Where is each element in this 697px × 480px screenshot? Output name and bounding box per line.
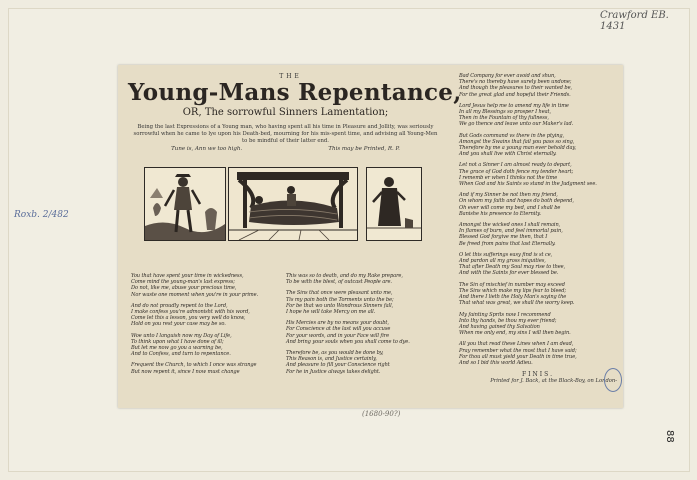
verse-line: The Sins that once were pleasant unto me,	[286, 290, 393, 297]
verse-line: I make confess you're admonisht with his word,	[131, 309, 250, 316]
ballad-description: Being the last Expressions of a Young man, who having spent all his time in Pleasure and Jollity, was seriously sorrowful when he came to lye upon his Death-bed, mourning for his mis-spent time, and advising all Young-Men to be mindful of their latter end.	[133, 124, 438, 144]
verse-line: Therefore be, as you would be done by,	[286, 350, 384, 357]
woodcut-deathbed	[228, 167, 358, 241]
stanza	[286, 290, 436, 315]
printer-imprint: Printed for J. Back, at the Black-Boy, on London-	[490, 378, 617, 385]
stanza	[459, 312, 617, 337]
verse-line: Tis my pain both the Torments unto the be;	[286, 296, 394, 303]
verse-line: On whom my faith and hopes do both depend,	[459, 198, 574, 205]
verse-line: Blessed God forgive me then, that I	[459, 234, 548, 241]
verse-line: Woe unto I languish now my Day of Life,	[131, 332, 232, 339]
finis-label: FINIS.	[522, 371, 554, 379]
stanza	[459, 192, 617, 217]
verse-line: When God and his Saints so stand in the Judgment see.	[459, 181, 597, 188]
verse-line: For he in Justice always takes delight.	[286, 368, 381, 375]
stanza	[459, 341, 617, 366]
the-label: THE	[279, 73, 302, 80]
verse-line: Amongst the wicked ones I shall remain,	[459, 222, 561, 229]
verse-line: Amongst the Swains that fail you pass so sing,	[459, 138, 575, 145]
verse-line: Oh ever will come my bed, and I shall be	[459, 204, 561, 211]
verse-line: I hope he will take Mercy on me all.	[286, 309, 376, 316]
verse-line: Frequent the Church, to which I once was strange	[131, 362, 257, 369]
verse-line: And if my Sinner be not then my friend,	[459, 192, 558, 199]
verse-line: This Reason is, and Justice certainly,	[286, 356, 377, 363]
verse-line: Be freed from pains that last Eternally.	[459, 240, 556, 247]
tune-label: Tune is, Ann we too high.	[171, 146, 243, 153]
woodcut-illustrations	[144, 167, 422, 241]
library-stamp-icon	[604, 368, 622, 392]
verse-line: But now repent it, since I now must change	[131, 368, 240, 375]
verse-line: When me only end, my sins I will then begin.	[459, 330, 571, 337]
gentleman-woodcut-icon	[145, 168, 225, 240]
verse-line: For thou all must yield your Death in time true,	[459, 353, 577, 360]
verse-line: Nor waste one moment when you're in your prime.	[131, 291, 259, 298]
verse-line: Bad Company for ever avoid and shun,	[459, 73, 556, 79]
stanza	[131, 303, 281, 328]
verse-line: The grace of God doth fence my tender heart;	[459, 168, 574, 175]
verse-line: We go thence and leave unto our Maker's lad.	[459, 121, 574, 128]
verse-line: You that have spent your time in wickedness,	[131, 273, 244, 279]
verse-line: To think upon what I have done of ill;	[131, 338, 224, 345]
verse-line: Banishe his presence to Eternity.	[459, 210, 541, 217]
ballad-subtitle: OR, The sorrowful Sinners Lamentation;	[182, 107, 389, 118]
verse-line: And to Confess, and turn to repentance.	[131, 351, 231, 358]
verse-line: All you that read these Lines when I am dead,	[459, 341, 574, 348]
verse-line: And having gained thy Salvation	[459, 323, 540, 330]
tune-row	[128, 146, 443, 152]
woodcut-gentleman	[144, 167, 226, 241]
verse-line: And bring your souls when you shall come to dye.	[286, 338, 410, 345]
stanza	[459, 103, 617, 128]
stanza	[459, 222, 617, 247]
verse-line: In all my Blessings so prosper I heat,	[459, 109, 552, 116]
verse-line: My fainting Sprits now I recommend	[459, 311, 551, 318]
verse-line: For be that wo unto Wondrous Sinners fall,	[286, 302, 394, 309]
shelfmark-annotation: Crawford EB. 1431	[600, 10, 669, 32]
deathbed-woodcut-icon	[229, 168, 357, 240]
stanza	[459, 162, 617, 187]
stanza	[286, 350, 436, 375]
stanza	[286, 273, 436, 285]
verse-line: Into thy hands, be thou my ever friend;	[459, 317, 557, 324]
verse-line: And pleasure to fill your Conscience right	[286, 362, 390, 369]
verse-line: This was so to death, and do my Rake prepare,	[286, 273, 403, 279]
standing-figure-woodcut-icon	[367, 168, 421, 240]
verse-line: But let me now go you a warning be,	[131, 345, 223, 352]
verse-line: And do not proudly repent to the Lord,	[131, 302, 228, 309]
verse-line: That what was great, we shall the worry keep.	[459, 300, 575, 307]
verse-line: And pardon all my gross iniquities,	[459, 258, 546, 265]
woodcut-figure	[366, 167, 422, 241]
verse-line: And you shall live with Christ eternally.	[459, 151, 557, 158]
verse-line: The Sins which make my lips fear to bleed;	[459, 287, 567, 294]
verse-line: There's no thereby have surely been undone;	[459, 79, 572, 86]
broadside-sheet	[118, 65, 623, 408]
verse-line: Pray remember what the most that I have said;	[459, 347, 577, 354]
verse-column-middle	[286, 273, 436, 380]
verse-line: And there I lieth the Holy Man's saying the	[459, 294, 567, 301]
verse-line: But Gods command vs there in the ptying,	[459, 132, 565, 139]
verse-line: Come mind the young-man's last express;	[131, 279, 235, 286]
verse-line: Then in the Fountain of thy fullness,	[459, 115, 549, 122]
date-annotation: (1680-90?)	[362, 410, 401, 418]
verse-line: That after Death my Soul may rise to thee,	[459, 264, 566, 271]
verse-line: O let this sufferings easy find is st ce,	[459, 251, 553, 258]
verse-column-left	[131, 273, 281, 380]
stanza	[459, 133, 617, 158]
header-block	[128, 73, 462, 153]
stanza	[459, 252, 617, 277]
stanza	[459, 73, 617, 98]
licence-label: This may be Printed, R. P.	[328, 146, 400, 153]
stanza	[286, 320, 436, 345]
verse-line: Do not, like me, abuse your precious time,	[131, 285, 237, 292]
roxburghe-annotation: Roxb. 2/482	[14, 210, 69, 220]
stanza	[131, 273, 281, 298]
verse-line: His Mercies are by no means your doubt,	[286, 320, 389, 327]
verse-line: The Sin of mischief in number may exceed	[459, 281, 565, 288]
verse-line: And with the Saints for ever blessed be.	[459, 270, 559, 277]
verse-line: To be with the blest, of outcast People are.	[286, 279, 392, 286]
right-stanzas	[459, 73, 617, 366]
verse-line: Let not a Sinner I am almost ready to depart,	[459, 162, 572, 169]
verse-line: Come let this a lesson, you very well do know,	[131, 315, 246, 322]
stanza	[459, 282, 617, 307]
verse-line: For your words, and in your Face will fire	[286, 332, 389, 339]
folio-number: 88	[664, 430, 675, 443]
verse-line: Lord Jesus help me to amend my life in time	[459, 102, 569, 109]
verse-line: And so I bid this world Adieu.	[459, 359, 533, 366]
verse-line: I rememb er when I thinks not the time	[459, 174, 558, 181]
verse-line: For the great glad and hopeful their Friends.	[459, 91, 571, 98]
verse-line: Therefore by me a young man ever behold day,	[459, 145, 577, 152]
verse-line: Hold on you rest your case may be so.	[131, 321, 226, 328]
verse-line: For Conscience at the last will you accuse	[286, 326, 391, 333]
stanza	[131, 333, 281, 358]
ballad-title: Young-Mans Repentance,	[128, 79, 462, 106]
stanza	[131, 362, 281, 374]
verse-column-right	[459, 73, 617, 384]
verse-line: In flames of burn, and feel immortal pain,	[459, 228, 563, 235]
verse-line: And though the pleasures to their wanted be,	[459, 85, 573, 92]
